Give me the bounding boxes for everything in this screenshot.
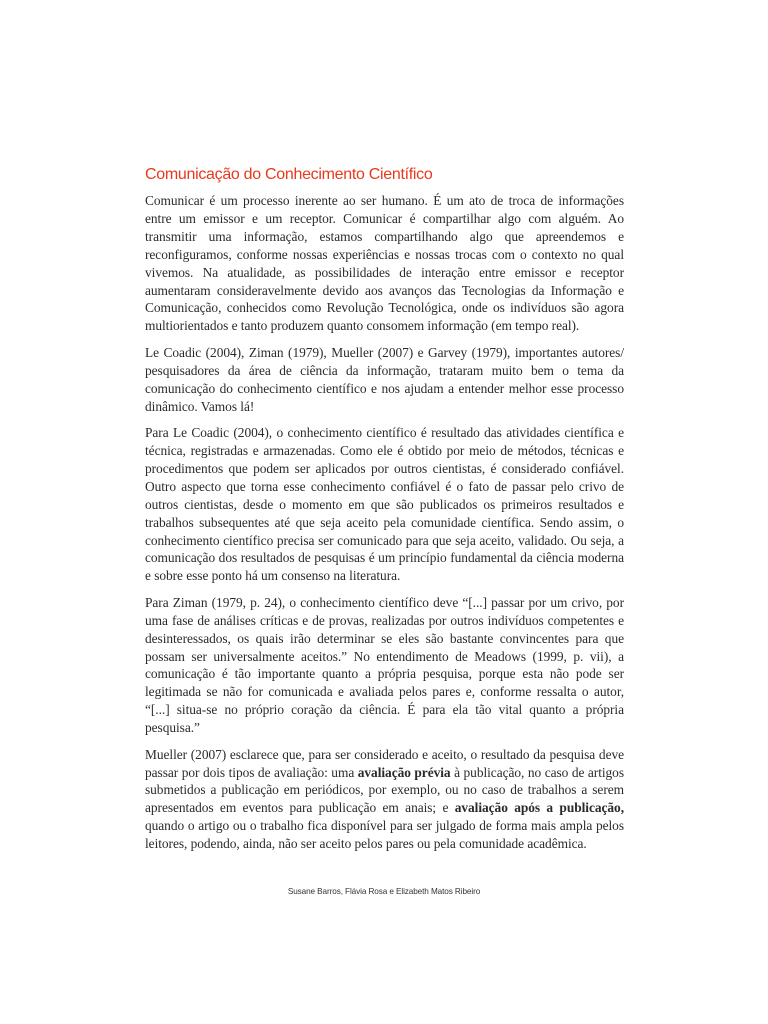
section-title: Comunicação do Conhecimento Científico xyxy=(145,166,433,183)
page-footer-authors: Susane Barros, Flávia Rosa e Elizabeth Matos Ribeiro xyxy=(287,887,481,896)
paragraph-mueller-part3: quando o artigo ou o trabalho fica disponível para ser julgado de forma mais ampla pelos leitores, podendo, ainda, não ser aceito pelos pares ou pela comunidade acadêmica. xyxy=(145,818,624,852)
paragraph-le-coadic: Para Le Coadic (2004), o conhecimento científico é resultado das atividades científica e técnica, registradas e armazenadas. Como ele é obtido por meio de métodos, técnicas e procedimentos que podem ser aplicados por outros cientistas, é considerado confiável. Outro aspecto que torna esse conhecimento confiável é o fato de passar pelo crivo de outros cientistas, desde o momento em que são publicados os primeiros resultados e trabalhos subsequentes até que seja aceito pela comunidade científica. Sendo assim, o conhecimento científico precisa ser comunicado para que seja aceito, validado. Ou seja, a comunicação dos resultados de pesquisas é um princípio fundamental da ciência moderna e sobre esse ponto há um consenso na literatura. xyxy=(145,425,624,584)
bold-avaliacao-previa: avaliação prévia xyxy=(357,764,451,780)
paragraph-mueller xyxy=(145,746,624,853)
bold-avaliacao-apos: avaliação após a publicação, xyxy=(454,800,624,816)
paragraph-intro: Comunicar é um processo inerente ao ser humano. É um ato de troca de informações entre um emissor e um receptor. Comunicar é compartilhar algo com alguém. Ao transmitir uma informação, estamos compartilhando algo que apreendemos e reconfiguramos, conforme nossas experiências e nossas trocas com o contexto no qual vivemos. Na atualidade, as possibilidades de interação entre emissor e receptor aumentaram consideravelmente devido aos avanços das Tecnologias da Informação e Comunicação, conhecidos como Revolução Tecnológica, onde os indivíduos são agora multiorientados e tanto produzem quanto consomem informação (em tempo real). xyxy=(145,193,624,334)
paragraph-mueller-part2: à publicação, no caso de artigos submetidos a publicação em periódicos, por exemplo, ou no caso de trabalhos a serem apresentados em eventos para publicação em anais; e xyxy=(145,764,624,816)
paragraph-authors: Le Coadic (2004), Ziman (1979), Mueller (2007) e Garvey (1979), importantes autores/ pesquisadores da área de ciência da informação, trataram muito bem o tema da comunicação do conhecimento científico e nos ajudam a entender melhor esse processo dinâmico. Vamos lá! xyxy=(145,344,624,414)
paragraph-mueller-part1: Mueller (2007) esclarece que, para ser considerado e aceito, o resultado da pesquisa deve passar por dois tipos de avaliação: uma xyxy=(145,746,624,780)
page-content xyxy=(145,166,624,862)
paragraph-ziman: Para Ziman (1979, p. 24), o conhecimento científico deve “[...] passar por um crivo, por uma fase de análises críticas e de provas, realizadas por outros indivíduos competentes e desinteressados, os quais irão determinar se eles são bastante convincentes para que possam ser universalmente aceitos.” No entendimento de Meadows (1999, p. vii), a comunicação é tão importante quanto a própria pesquisa, porque esta não pode ser legitimada se não for comunicada e avaliada pelos pares e, conforme ressalta o autor, “[...] situa-se no próprio coração da ciência. É para ela tão vital quanto a própria pesquisa.” xyxy=(145,594,624,736)
